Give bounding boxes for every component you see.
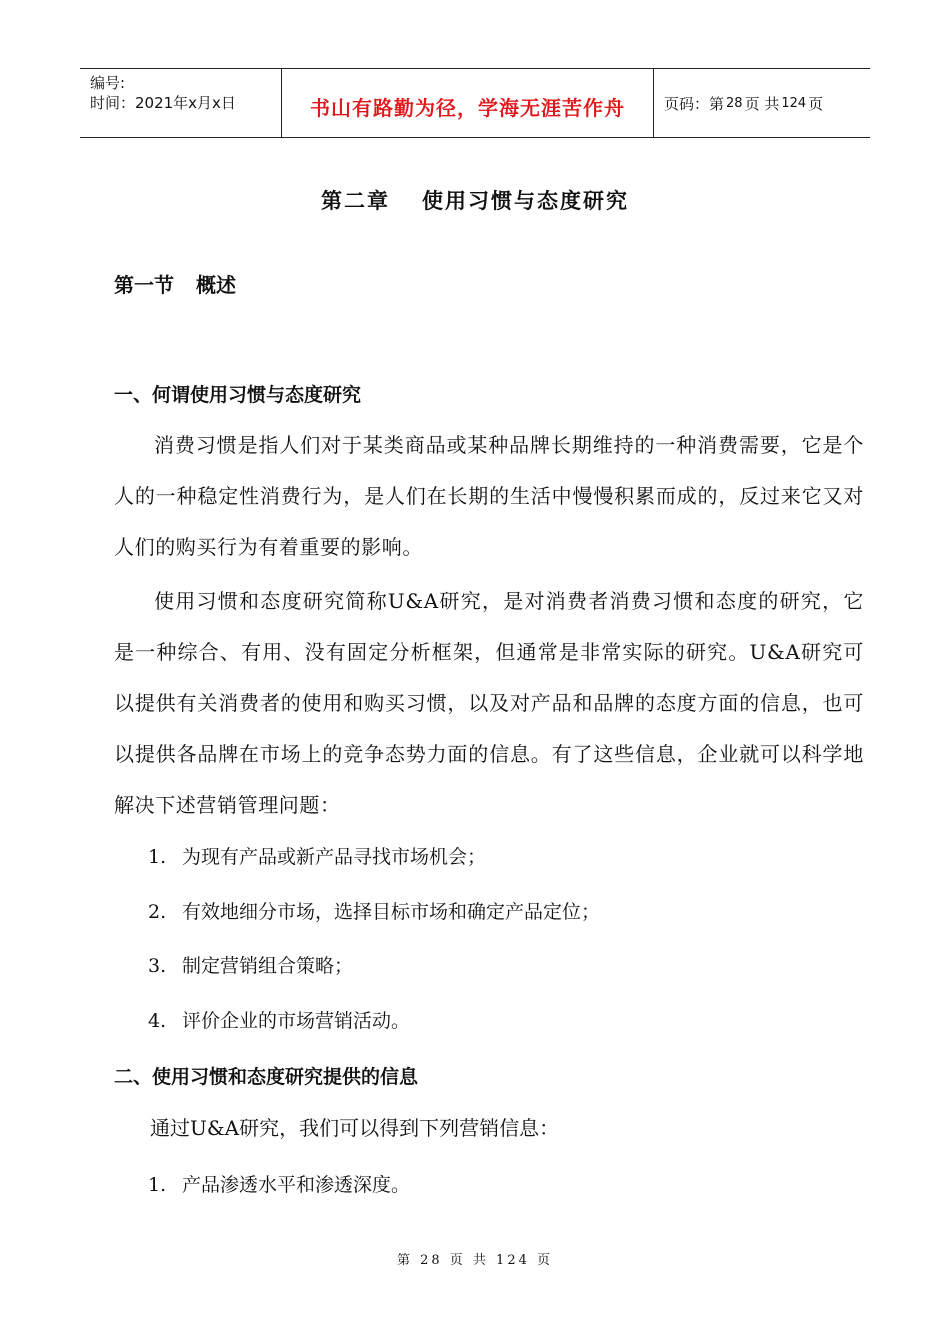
code-label: 编号: (90, 74, 126, 92)
page-footer: 第 28 页 共 124 页 (396, 1253, 554, 1268)
list-number: 1. (148, 1174, 167, 1196)
heading-2: 二、使用习惯和态度研究提供的信息 (114, 1066, 419, 1088)
paragraph-3: 通过U&A研究，我们可以得到下列营销信息： (150, 1116, 560, 1140)
list-item (148, 899, 600, 925)
header-motto: 书山有路勤为径，学海无涯苦作舟 (310, 95, 625, 120)
heading-1: 一、何谓使用习惯与态度研究 (114, 384, 362, 406)
header-motto-cell (282, 69, 654, 137)
list-text: 制定营销组合策略； (182, 955, 354, 977)
page-current: 28 (726, 95, 743, 111)
list-item (148, 1172, 410, 1198)
header-page-cell (654, 69, 870, 137)
list-item (148, 844, 486, 870)
list-number: 1. (148, 846, 167, 868)
chapter-title (0, 185, 950, 215)
list-item (148, 1008, 410, 1034)
list-text: 为现有产品或新产品寻找市场机会； (182, 846, 487, 868)
chapter-name: 使用习惯与态度研究 (422, 189, 629, 213)
header-meta-cell (80, 69, 282, 137)
chapter-number: 第二章 (321, 189, 390, 213)
list-number: 3. (148, 955, 167, 977)
paragraph-2: 使用习惯和态度研究简称U&A研究，是对消费者消费习惯和态度的研究，它是一种综合、有用、没有固定分析框架，但通常是非常实际的研究。U&A研究可以提供有关消费者的使用和购买习惯，以及对产品和品牌的态度方面的信息，也可以提供各品牌在市场上的竞争态势力面的信息。有了这些信息，企业就可以科学地解决下述营销管理问题： (114, 589, 864, 817)
list-text: 产品渗透水平和渗透深度。 (182, 1174, 411, 1196)
page-mid: 页 共 (744, 94, 780, 113)
list-number: 2. (148, 901, 167, 923)
list-number: 4. (148, 1010, 167, 1032)
list-text: 有效地细分市场，选择目标市场和确定产品定位； (182, 901, 601, 923)
time-label: 时间：2021年x月x日 (90, 94, 236, 112)
paragraph-1: 消费习惯是指人们对于某类商品或某种品牌长期维持的一种消费需要，它是个人的一种稳定性消费行为，是人们在长期的生活中慢慢积累而成的，反过来它又对人们的购买行为有着重要的影响。 (114, 433, 864, 559)
section-number: 第一节 (114, 273, 174, 297)
page-suffix: 页 (808, 94, 824, 113)
page-total: 124 (781, 95, 807, 111)
section-name: 概述 (196, 273, 236, 297)
document-header (80, 68, 870, 138)
page-prefix: 页码：第 (664, 94, 725, 113)
list-text: 评价企业的市场营销活动。 (182, 1010, 411, 1032)
section-title (114, 269, 236, 298)
list-item (148, 953, 353, 979)
